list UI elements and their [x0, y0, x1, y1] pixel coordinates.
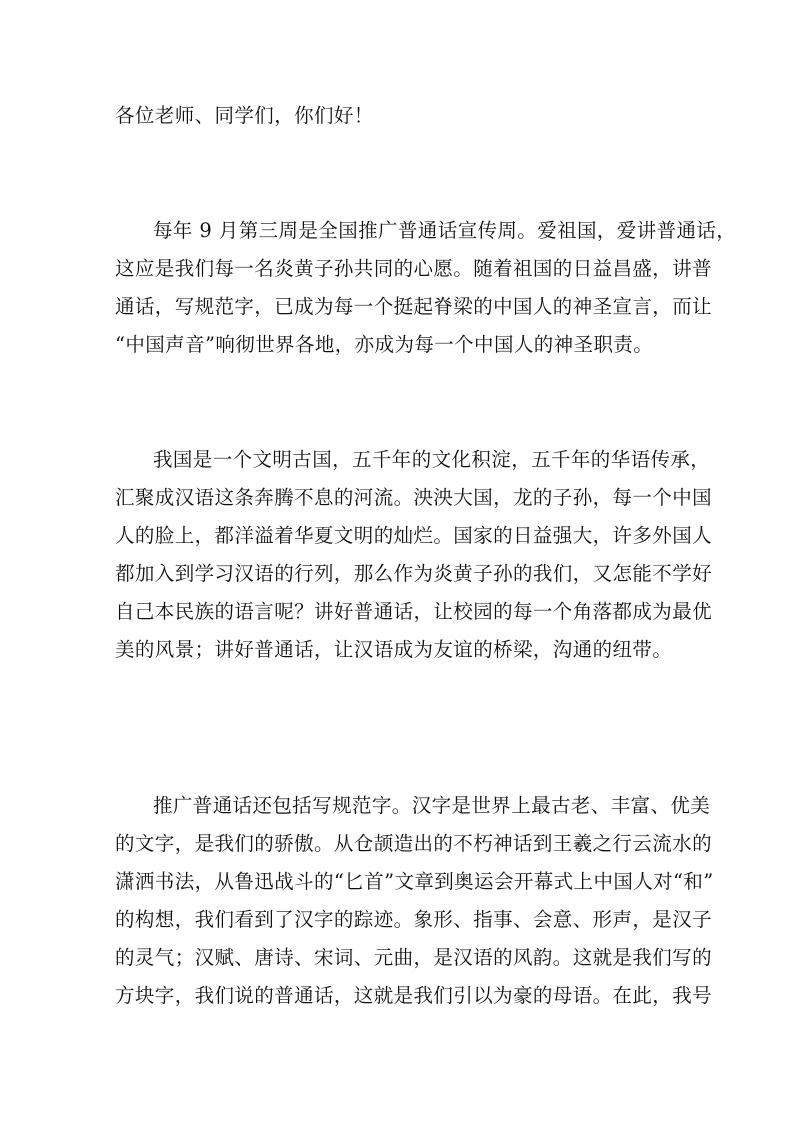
paragraph-line: 潇洒书法，从鲁迅战斗的“匕首”文章到奥运会开幕式上中国人对“和”: [115, 870, 714, 893]
greeting-line: 各位老师、同学们，你们好！: [115, 104, 374, 127]
paragraph-line: 这应是我们每一名炎黄子孙共同的心愿。随着祖国的日益昌盛，讲普: [115, 257, 713, 280]
paragraph-line: 都加入到学习汉语的行列，那么作为炎黄子孙的我们，又怎能不学好: [115, 562, 713, 585]
paragraph-line: 的构想，我们看到了汉字的踪迹。象形、指事、会意、形声，是汉子: [115, 908, 713, 931]
paragraph-line: 每年 9 月第三周是全国推广普通话宣传周。爱祖国，爱讲普通话，: [153, 219, 737, 242]
paragraph-line: 人的脸上，都洋溢着华夏文明的灿烂。国家的日益强大，许多外国人: [115, 524, 713, 547]
paragraph-line: 推广普通话还包括写规范字。汉字是世界上最古老、丰富、优美: [153, 794, 711, 817]
paragraph-line: 我国是一个文明古国，五千年的文化积淀，五千年的华语传承，: [153, 448, 711, 471]
paragraph-line: 自己本民族的语言呢？讲好普通话，让校园的每一个角落都成为最优: [115, 600, 713, 623]
paragraph-line: “中国声音”响彻世界各地，亦成为每一个中国人的神圣职责。: [115, 333, 654, 356]
paragraph-line: 方块字，我们说的普通话，这就是我们引以为豪的母语。在此，我号: [115, 984, 713, 1007]
paragraph-line: 的灵气；汉赋、唐诗、宋词、元曲，是汉语的风韵。这就是我们写的: [115, 946, 713, 969]
paragraph-line: 的文字，是我们的骄傲。从仓颉造出的不朽神话到王羲之行云流水的: [115, 832, 713, 855]
paragraph-line: 汇聚成汉语这条奔腾不息的河流。泱泱大国，龙的子孙，每一个中国: [115, 486, 713, 509]
paragraph-line: 美的风景；讲好普通话，让汉语成为友谊的桥梁，沟通的纽带。: [115, 638, 673, 661]
paragraph-line: 通话，写规范字，已成为每一个挺起脊梁的中国人的神圣宣言，而让: [115, 295, 713, 318]
